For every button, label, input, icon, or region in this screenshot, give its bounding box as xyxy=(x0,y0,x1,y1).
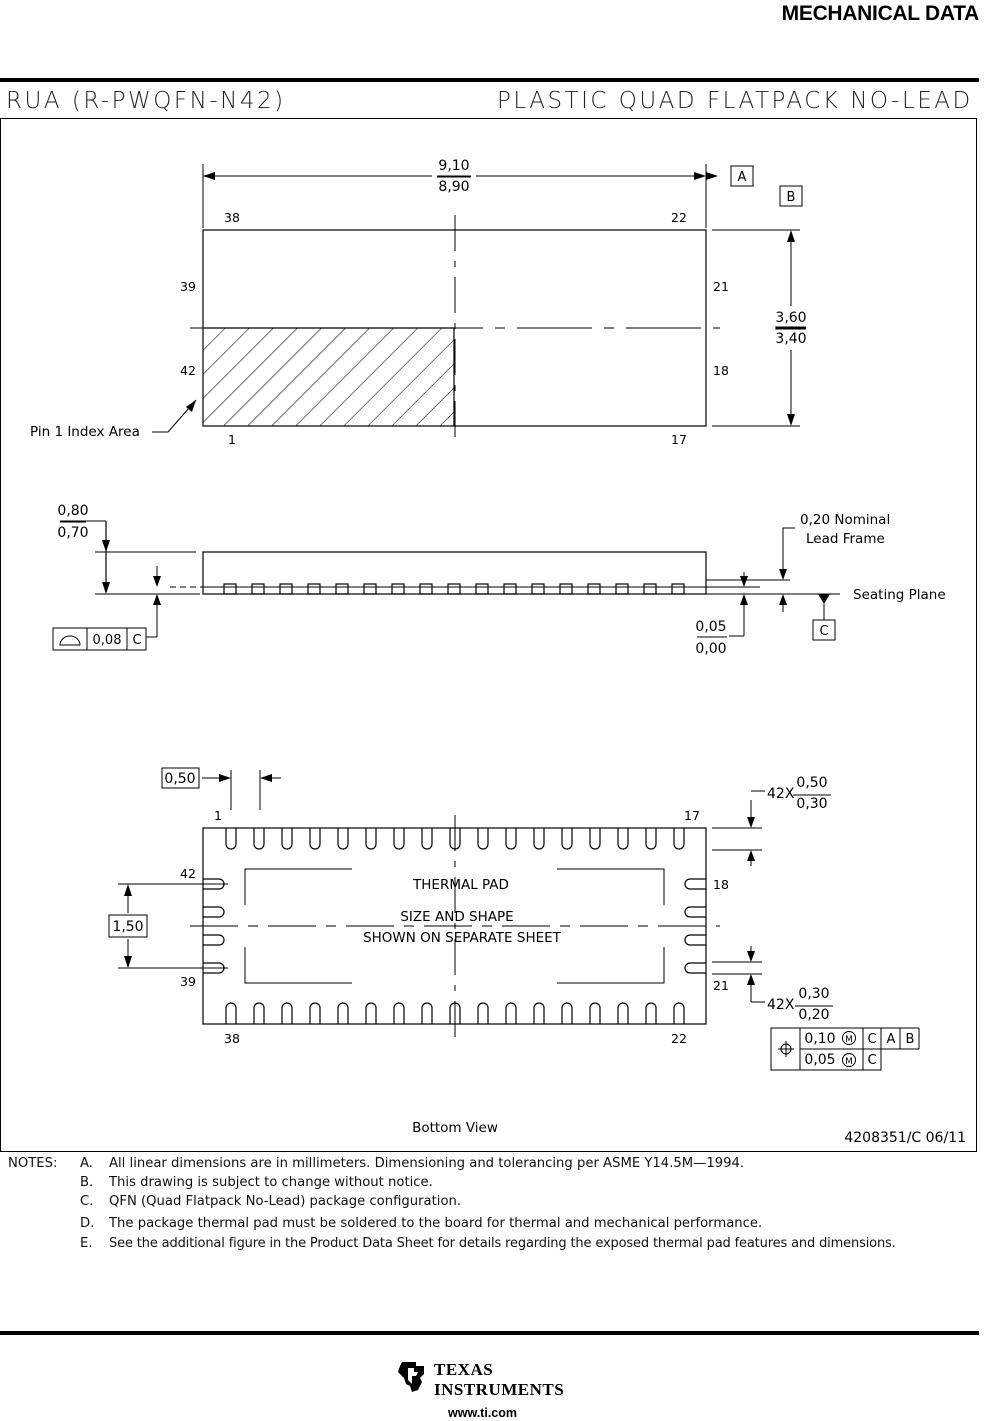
bottom-pin-42: 42 xyxy=(180,866,196,881)
seating-plane-label: Seating Plane xyxy=(853,587,946,603)
flatness-icon xyxy=(60,636,80,645)
notes-label: NOTES: xyxy=(8,1156,58,1171)
bottom-lead xyxy=(562,828,572,849)
side-lead xyxy=(364,584,376,594)
bottom-pin-17: 17 xyxy=(684,808,700,823)
bottom-lead xyxy=(203,907,224,917)
bottom-lead xyxy=(254,828,264,849)
package-name: PLASTIC QUAD FLATPACK NO-LEAD xyxy=(497,88,973,114)
side-lead xyxy=(336,584,348,594)
bottom-lead xyxy=(310,1003,320,1024)
bottom-lead xyxy=(226,1003,236,1024)
side-lead xyxy=(504,584,516,594)
bottom-rule xyxy=(0,1331,979,1335)
bottom-pin-38: 38 xyxy=(224,1031,240,1046)
bottom-lead xyxy=(478,1003,488,1024)
note-e-text: See the additional figure in the Product Data Sheet for details regarding the exposed thermal pad features and dimensions. xyxy=(109,1236,896,1251)
tol2-modifier: M xyxy=(845,1057,853,1067)
datum-a-label: A xyxy=(737,170,747,185)
bottom-lead xyxy=(562,1003,572,1024)
side-lead xyxy=(252,584,264,594)
bottom-lead xyxy=(618,1003,628,1024)
bottom-view xyxy=(109,768,919,1070)
tol2-datum-1: C xyxy=(867,1053,877,1068)
nominal-lead-frame-line2: Lead Frame xyxy=(806,531,885,547)
top-view xyxy=(152,164,806,440)
top-pin-18: 18 xyxy=(713,363,729,378)
side-lead xyxy=(420,584,432,594)
top-pin-17: 17 xyxy=(671,432,687,447)
package-outline-side xyxy=(203,552,706,594)
bottom-view-labels xyxy=(112,771,966,1146)
note-d-letter: D. xyxy=(80,1216,95,1231)
bottom-lead xyxy=(310,828,320,849)
lead-length-min: 0,30 xyxy=(796,796,828,812)
nominal-lead-frame-line1: 0,20 Nominal xyxy=(800,512,891,528)
side-lead xyxy=(308,584,320,594)
bottom-lead xyxy=(646,828,656,849)
top-width-min: 8,90 xyxy=(438,179,470,195)
bottom-lead xyxy=(534,1003,544,1024)
bottom-lead xyxy=(685,907,706,917)
bottom-lead xyxy=(394,828,404,849)
side-height-max: 0,80 xyxy=(57,503,89,519)
side-leads xyxy=(224,584,684,594)
side-lead xyxy=(224,584,236,594)
ti-brand-line2: INSTRUMENTS xyxy=(434,1380,565,1399)
side-lead xyxy=(644,584,656,594)
bottom-lead xyxy=(685,935,706,945)
bottom-lead xyxy=(618,828,628,849)
top-width-max: 9,10 xyxy=(438,158,470,174)
bottom-lead xyxy=(394,1003,404,1024)
side-lead xyxy=(672,584,684,594)
side-lead xyxy=(616,584,628,594)
top-pin-1: 1 xyxy=(228,432,236,447)
side-lead xyxy=(476,584,488,594)
tol2-value: 0,05 xyxy=(804,1052,836,1068)
bottom-lead xyxy=(226,828,236,849)
datum-b-label: B xyxy=(786,190,796,205)
bottom-lead xyxy=(422,1003,432,1024)
bottom-lead xyxy=(506,828,516,849)
bottom-view-caption: Bottom View xyxy=(412,1120,498,1136)
bottom-lead xyxy=(254,1003,264,1024)
tol1-datum-2: A xyxy=(886,1032,896,1047)
bottom-lead xyxy=(338,828,348,849)
bottom-lead xyxy=(685,963,706,973)
pitch-label: 0,50 xyxy=(164,771,196,787)
bottom-pin-21: 21 xyxy=(713,978,729,993)
tol1-modifier: M xyxy=(845,1035,853,1045)
note-a-text: All linear dimensions are in millimeters. Dimensioning and tolerancing per ASME Y14.5M—1994. xyxy=(109,1156,745,1171)
side-lead xyxy=(392,584,404,594)
standoff-max: 0,05 xyxy=(695,619,727,635)
side-lead xyxy=(448,584,460,594)
side-lead xyxy=(532,584,544,594)
pin1-index-area xyxy=(203,328,454,426)
drawing-number: 4208351/C 06/11 xyxy=(844,1130,966,1146)
size-shape-line1: SIZE AND SHAPE xyxy=(400,909,514,925)
ti-logo xyxy=(396,1358,586,1402)
top-pin-39: 39 xyxy=(180,279,196,294)
thermal-pad-label: THERMAL PAD xyxy=(413,877,509,893)
flatness-datum: C xyxy=(132,633,142,648)
bottom-lead xyxy=(366,828,376,849)
side-height-min: 0,70 xyxy=(57,525,89,541)
package-code: RUA (R-PWQFN-N42) xyxy=(6,88,286,114)
bottom-pin-39: 39 xyxy=(180,974,196,989)
bottom-lead xyxy=(203,935,224,945)
bottom-lead xyxy=(674,1003,684,1024)
top-pin-22: 22 xyxy=(671,210,687,225)
lead-width-min: 0,20 xyxy=(798,1007,830,1023)
bottom-pin-1: 1 xyxy=(214,808,222,823)
bottom-lead xyxy=(590,828,600,849)
bottom-lead xyxy=(646,1003,656,1024)
lead-width-prefix: 42X xyxy=(767,997,795,1013)
bottom-lead xyxy=(674,828,684,849)
flatness-value: 0,08 xyxy=(92,633,122,648)
side-lead xyxy=(588,584,600,594)
bottom-pin-18: 18 xyxy=(713,877,729,892)
top-height-min: 3,40 xyxy=(775,331,807,347)
tol1-datum-3: B xyxy=(905,1032,915,1047)
row-pitch-label: 1,50 xyxy=(112,919,144,935)
side-view-labels xyxy=(57,503,945,657)
bottom-lead xyxy=(282,1003,292,1024)
top-pin-38: 38 xyxy=(224,210,240,225)
tol1-value: 0,10 xyxy=(804,1031,836,1047)
tol1-datum-1: C xyxy=(867,1032,877,1047)
bottom-lead xyxy=(478,828,488,849)
footer-url[interactable]: www.ti.com xyxy=(448,1406,517,1420)
bottom-lead xyxy=(338,1003,348,1024)
lead-length-max: 0,50 xyxy=(796,775,828,791)
standoff-min: 0,00 xyxy=(695,641,727,657)
side-lead xyxy=(280,584,292,594)
note-c-text: QFN (Quad Flatpack No-Lead) package configuration. xyxy=(109,1194,462,1209)
bottom-lead xyxy=(366,1003,376,1024)
bottom-lead xyxy=(422,828,432,849)
side-lead xyxy=(560,584,572,594)
datum-c-label: C xyxy=(819,624,829,639)
ti-logo-icon xyxy=(396,1360,430,1394)
size-shape-line2: SHOWN ON SEPARATE SHEET xyxy=(363,930,561,946)
note-e-letter: E. xyxy=(80,1236,93,1251)
top-height-max: 3,60 xyxy=(775,310,807,326)
lead-width-max: 0,30 xyxy=(798,986,830,1002)
note-c-letter: C. xyxy=(80,1194,94,1209)
bottom-lead xyxy=(534,828,544,849)
note-d-text: The package thermal pad must be soldered to the board for thermal and mechanical performance. xyxy=(109,1216,763,1231)
bottom-lead xyxy=(506,1003,516,1024)
ti-brand-line1: TEXAS xyxy=(434,1360,494,1379)
bottom-lead xyxy=(590,1003,600,1024)
top-pin-42: 42 xyxy=(180,363,196,378)
note-b-text: This drawing is subject to change without notice. xyxy=(109,1175,433,1190)
bottom-lead xyxy=(282,828,292,849)
top-pin-21: 21 xyxy=(713,279,729,294)
bottom-lead xyxy=(685,879,706,889)
note-a-letter: A. xyxy=(80,1156,93,1171)
pin1-index-label: Pin 1 Index Area xyxy=(30,424,140,440)
bottom-pin-22: 22 xyxy=(671,1031,687,1046)
lead-length-prefix: 42X xyxy=(767,786,795,802)
note-b-letter: B. xyxy=(80,1175,94,1190)
section-title: MECHANICAL DATA xyxy=(781,2,979,25)
